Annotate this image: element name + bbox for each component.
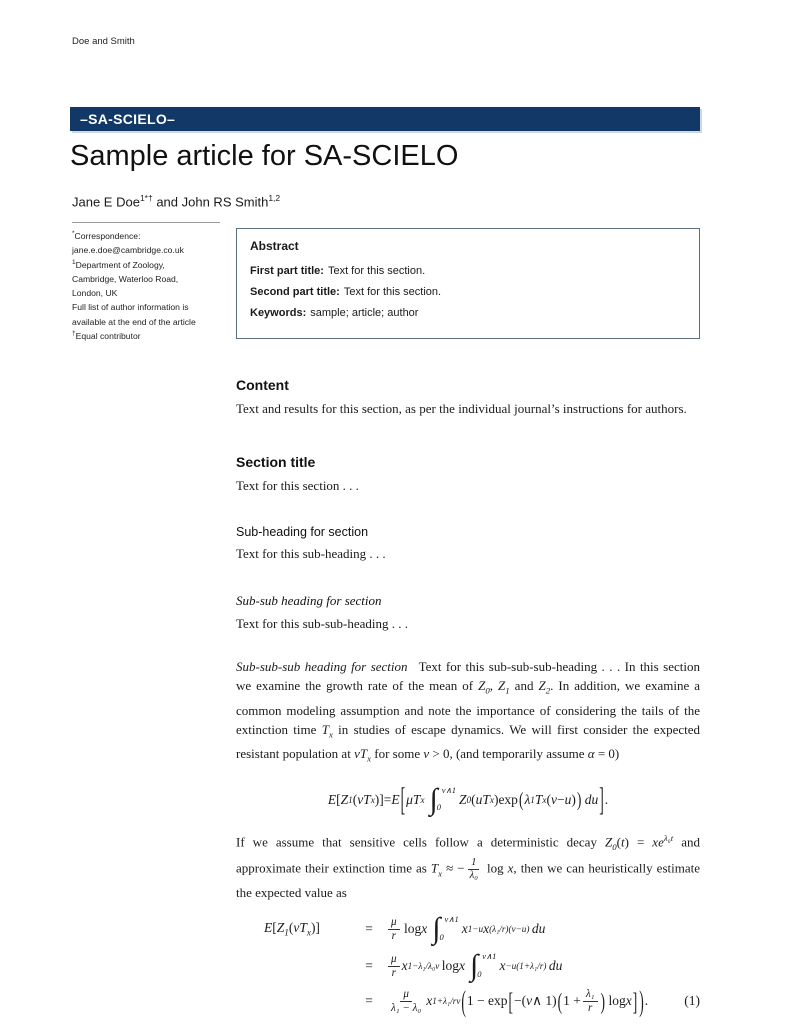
sidebar-line: [72, 328, 220, 342]
content-paragraph: Text and results for this section, as per the individual journal’s instructions for authors.: [236, 401, 687, 416]
math-token: ,: [489, 678, 499, 693]
math-token: λ₁: [583, 988, 598, 1002]
math-token: [467, 857, 481, 883]
math-token: μ: [388, 916, 400, 930]
display-equation: [236, 781, 700, 818]
math-token: log: [482, 860, 508, 876]
journal-banner: [70, 107, 700, 131]
math-token: Z: [340, 791, 349, 807]
abstract-row-label: Keywords:: [250, 307, 307, 319]
subsubsection-heading: Sub-sub heading for section: [236, 593, 382, 608]
math-token: ]: [379, 791, 384, 807]
math-token: 1: [348, 794, 353, 805]
running-head: Doe and Smith: [72, 36, 135, 47]
sidebar-text: Cambridge, Waterloo Road,: [72, 273, 179, 284]
math-token: ): [571, 791, 576, 807]
sidebar-line: [72, 271, 220, 285]
math-token: x: [421, 921, 428, 937]
math-token: in studies of escape dynamics. We will first consider the expected resistant population at: [236, 721, 700, 762]
math-token: exp: [498, 791, 518, 807]
math-token: 0: [466, 794, 472, 805]
math-token: ≈ −: [442, 860, 465, 876]
math-token: [438, 785, 456, 815]
math-token: [: [272, 920, 277, 936]
integral-sign: [429, 782, 456, 816]
equation-row: [264, 951, 700, 981]
math-token: 0: [477, 968, 482, 979]
math-token: x: [542, 794, 547, 805]
math-token: log: [403, 921, 422, 937]
math-token: 0: [485, 685, 490, 696]
math-token: [: [336, 791, 341, 807]
sidebar-text: Department of Zoology,: [75, 259, 165, 270]
math-token: r: [391, 966, 396, 979]
math-token: E: [391, 791, 400, 807]
abstract-row-label: Second part title:: [250, 286, 340, 298]
math-token: v∧1: [444, 914, 459, 925]
footnote-mark: 1: [72, 258, 76, 266]
equation-rhs: [386, 914, 545, 944]
math-token: log: [441, 958, 459, 974]
math-token: x: [426, 993, 433, 1009]
sidebar-text: Full list of author information is: [72, 302, 189, 313]
math-token: x: [328, 729, 333, 740]
sidebar-line: [72, 314, 220, 328]
math-token: .: [644, 993, 649, 1009]
section-paragraph: Text for this section . . .: [236, 478, 359, 493]
math-token: x: [370, 794, 375, 805]
math-token: (λ₁/r)(v−u): [489, 924, 530, 935]
math-token: 1−u: [467, 924, 484, 935]
math-token: T: [321, 721, 329, 737]
math-token: r: [588, 1001, 593, 1014]
math-token: x: [483, 921, 490, 937]
math-token: > 0, (and temporarily assume: [429, 746, 588, 762]
equation-rhs: [386, 951, 562, 981]
math-token: x: [306, 927, 311, 938]
math-token: [478, 951, 496, 981]
math-token: xe: [652, 834, 664, 850]
equation-array: [236, 912, 700, 1018]
math-token: du: [531, 921, 546, 937]
subsection-paragraph: Text for this sub-heading . . .: [236, 546, 386, 561]
math-token: T: [430, 860, 439, 876]
math-token: x: [401, 958, 408, 974]
math-token: 2: [545, 685, 551, 696]
sidebar-text: jane.e.doe@cambridge.co.uk: [72, 245, 184, 256]
decay-paragraph: [236, 829, 700, 902]
equals-sign: =: [365, 958, 373, 974]
math-token: Z: [478, 678, 486, 693]
math-token: μT: [406, 791, 421, 807]
math-token: (: [546, 791, 551, 807]
math-token: (: [471, 791, 476, 807]
math-token: 0: [436, 802, 441, 813]
author-affiliation-marks: 1*†: [139, 193, 153, 203]
author-affiliation-marks: 1,2: [268, 193, 281, 203]
integral-sign: [432, 914, 458, 944]
sidebar-line: [72, 228, 220, 242]
equals-sign: =: [365, 993, 373, 1009]
abstract-row-label: First part title:: [250, 265, 324, 277]
subsubsection-paragraph: Text for this sub-sub-heading . . .: [236, 616, 409, 631]
math-token: v: [423, 746, 430, 762]
two-column-area: [72, 222, 700, 1021]
section-heading-content: Content: [236, 377, 289, 393]
math-token: [388, 916, 400, 942]
math-token: (: [557, 988, 563, 1014]
sidebar-text: Equal contributor: [75, 330, 141, 341]
author-conjunction: and: [152, 194, 182, 210]
journal-banner-label: –SA-SCIELO–: [80, 111, 176, 127]
math-token: 1: [284, 927, 289, 938]
math-token: and approximate their extinction time as: [236, 834, 700, 876]
math-token: r: [391, 929, 396, 942]
math-token: ): [576, 788, 582, 811]
math-token: If we assume that sensitive cells follow a deterministic decay: [236, 834, 605, 850]
math-token: v∧1: [482, 951, 497, 962]
math-token: x: [458, 958, 465, 974]
correspondence-email: [72, 242, 220, 256]
math-token: t: [620, 834, 625, 850]
math-token: . In addition, we examine a common modeling assumption and note the importance of considering the tails of the extinction time: [236, 678, 701, 737]
math-token: −: [556, 791, 565, 807]
math-token: 1−λ₁/λ₀v: [407, 961, 440, 972]
math-token: x: [420, 794, 425, 805]
math-token: Z: [276, 920, 285, 936]
sidebar-text: Correspondence:: [74, 230, 141, 241]
abstract-row: [250, 286, 686, 298]
math-token: E: [327, 791, 337, 807]
math-token: [: [508, 986, 514, 1016]
equation-row: [264, 914, 700, 944]
equation-rhs: [386, 984, 649, 1018]
math-token: .: [604, 791, 609, 807]
math-token: 1+λ₁/rv: [432, 996, 461, 1007]
section-heading-title: Section title: [236, 454, 316, 470]
math-token: 1 − exp: [466, 993, 508, 1009]
math-token: (: [461, 984, 466, 1018]
math-token: ): [493, 791, 499, 807]
math-token: u: [564, 791, 572, 807]
math-token: ) =: [624, 834, 653, 850]
math-token: v: [550, 791, 557, 807]
math-token: v: [526, 993, 533, 1009]
math-token: −u(1+λ₁/r): [505, 961, 547, 972]
math-token: μ: [400, 988, 412, 1002]
sidebar-line: [72, 285, 220, 299]
integral-sign: [470, 951, 496, 981]
math-token: x: [625, 993, 632, 1009]
sidebar-line: [72, 257, 220, 271]
math-token: ∫: [432, 912, 441, 946]
author-name: John RS Smith: [181, 194, 269, 210]
math-token: μ: [388, 953, 400, 967]
math-token: Z: [458, 791, 467, 807]
math-token: (: [616, 834, 621, 850]
math-token: λ: [524, 791, 531, 807]
math-token: Sub-sub-sub heading for section: [236, 659, 408, 674]
math-token: λ₀t: [663, 832, 674, 843]
equation-lhs: [264, 920, 352, 938]
equation-row: [264, 984, 700, 1018]
math-token: ∧ 1): [532, 993, 557, 1009]
math-token: −(: [514, 993, 527, 1009]
article-title: Sample article for SA-SCIELO: [70, 140, 459, 172]
abstract-box: [236, 228, 700, 339]
math-token: log: [608, 993, 626, 1009]
math-token: 0: [439, 931, 444, 942]
math-token: x: [461, 921, 468, 937]
sidebar-text: available at the end of the article: [72, 316, 196, 327]
math-token: vT: [354, 746, 368, 762]
footnote-mark: *: [72, 230, 75, 237]
author-line: [72, 193, 280, 209]
math-token: x: [367, 753, 371, 764]
math-token: [388, 953, 400, 979]
math-token: [388, 988, 424, 1014]
math-token: for some: [370, 746, 424, 762]
sidebar-text: London, UK: [72, 287, 118, 298]
math-token: x: [499, 958, 506, 974]
subsubsub-paragraph: [236, 657, 700, 769]
math-token: 1: [530, 794, 535, 805]
math-token: x: [438, 868, 443, 879]
math-token: 1: [468, 857, 479, 870]
math-token: (: [288, 920, 294, 936]
math-token: ): [639, 984, 644, 1018]
math-token: ∫: [429, 782, 438, 816]
math-token: x: [489, 794, 494, 805]
math-token: v∧1: [441, 784, 456, 795]
math-token: du: [548, 958, 563, 974]
math-token: du: [584, 791, 599, 807]
abstract-row: [250, 307, 686, 319]
equals-sign: =: [365, 921, 373, 937]
math-token: [583, 988, 598, 1014]
math-token: ): [374, 791, 380, 807]
abstract-row-text: sample; article; author: [310, 307, 419, 319]
subsection-heading: Sub-heading for section: [236, 525, 369, 539]
math-token: ∫: [469, 949, 479, 983]
math-token: = 0): [594, 746, 620, 762]
math-token: [440, 914, 458, 944]
equation-number: (1): [684, 993, 700, 1009]
math-token: Z: [604, 834, 613, 850]
math-token: ]: [599, 781, 604, 818]
math-token: ): [600, 988, 606, 1014]
math-token: )]: [310, 920, 320, 936]
abstract-heading: Abstract: [250, 239, 299, 253]
abstract-row-text: Text for this section.: [343, 286, 442, 298]
math-token: vT: [293, 920, 307, 936]
math-token: (: [518, 788, 524, 811]
author-name: Jane E Doe: [72, 194, 140, 210]
math-token: 0: [612, 841, 617, 852]
math-token: x: [507, 860, 514, 876]
math-token: λ₀: [469, 869, 478, 881]
math-token: [: [400, 781, 406, 818]
math-token: α: [587, 746, 595, 762]
math-token: vT: [357, 791, 371, 807]
math-token: Z: [538, 678, 546, 693]
abstract-row: [250, 265, 686, 277]
sidebar-line: [72, 299, 220, 313]
math-token: (: [352, 791, 358, 807]
abstract-row-text: Text for this section.: [327, 265, 426, 277]
math-token: and: [509, 678, 539, 693]
correspondence-sidebar: [72, 222, 220, 1021]
math-token: , then we can heuristically estimate the expected value as: [236, 860, 700, 901]
footnote-mark: †: [72, 329, 76, 337]
math-token: ]: [632, 986, 638, 1016]
math-token: Z: [498, 678, 506, 693]
main-column: [236, 222, 700, 1021]
math-token: Text for this sub-sub-sub-heading . . . In this section we examine the growth rate of the mean of: [236, 659, 700, 693]
math-token: uT: [475, 791, 490, 807]
math-token: 1: [505, 685, 510, 696]
math-token: E: [264, 920, 273, 936]
math-token: λ₁ − λ₀: [391, 1001, 422, 1014]
math-token: =: [383, 791, 392, 807]
math-token: 1 +: [563, 993, 581, 1009]
math-token: T: [534, 791, 543, 807]
